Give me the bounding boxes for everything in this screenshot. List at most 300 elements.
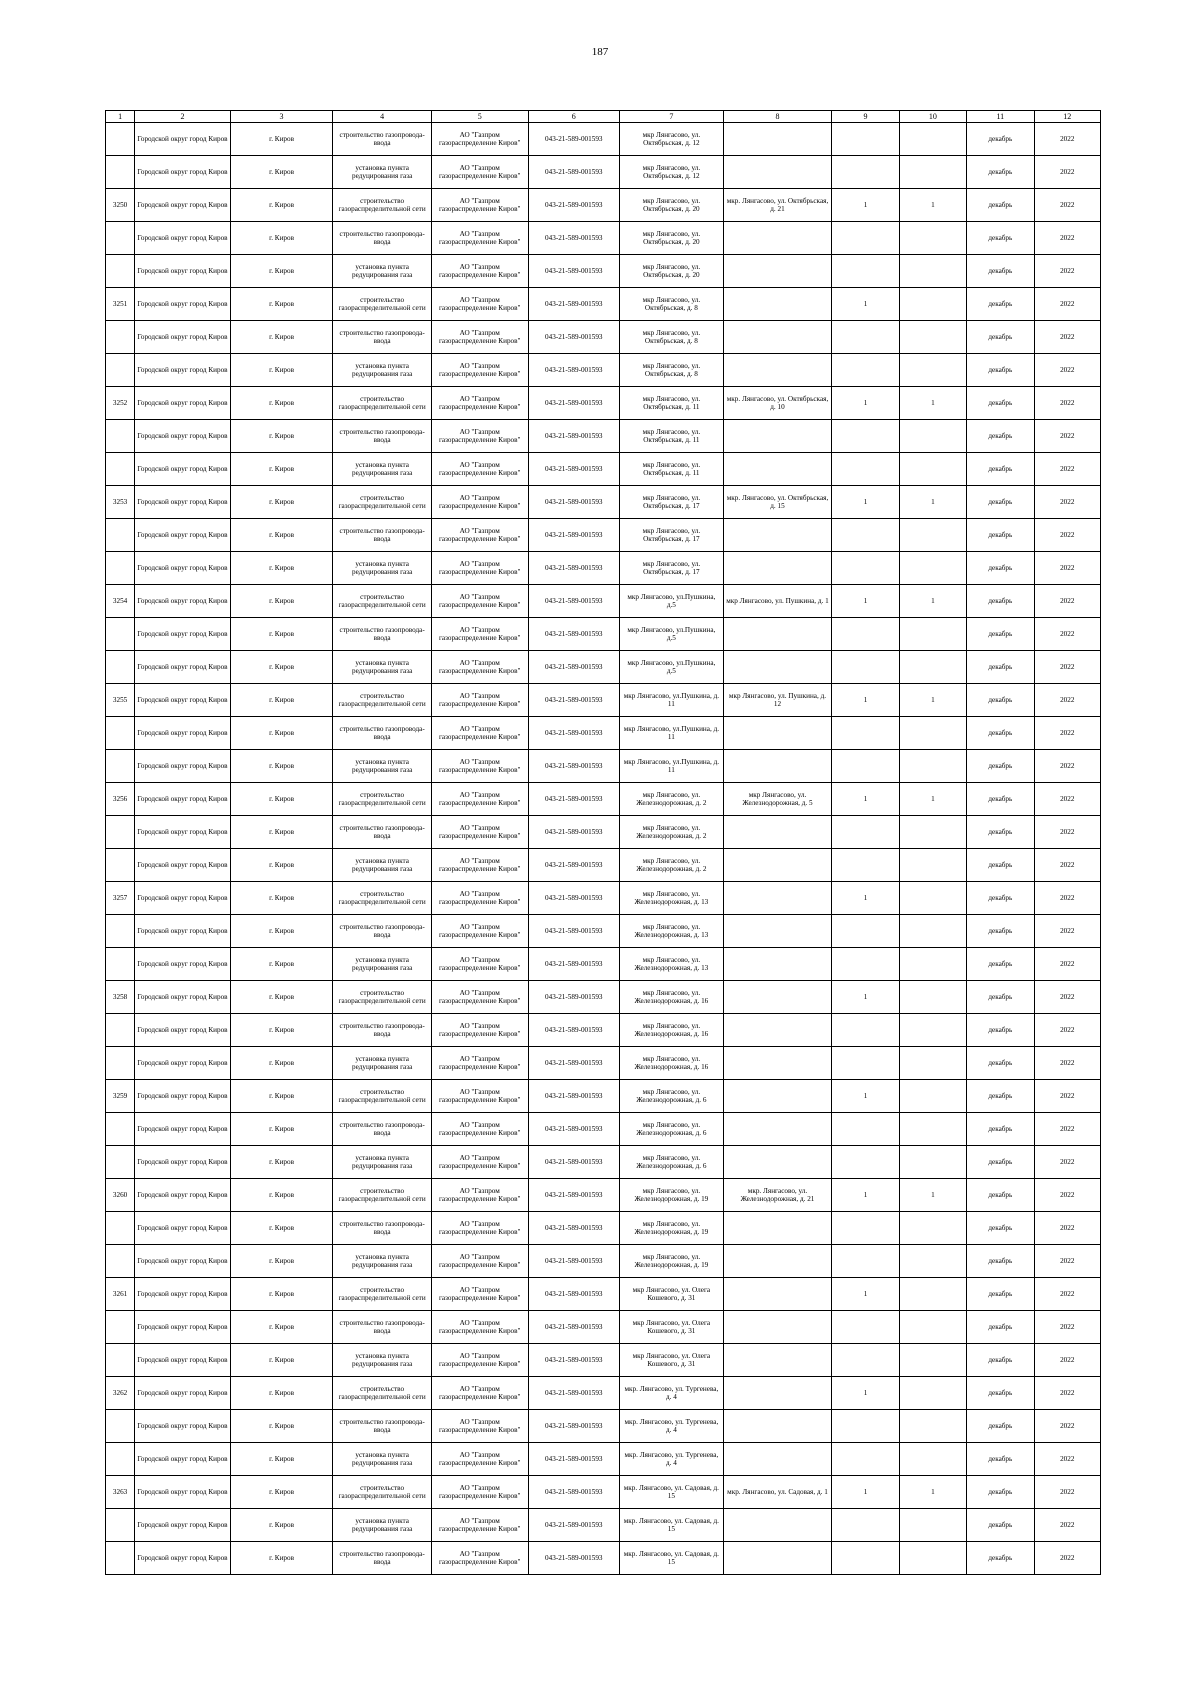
table-cell: АО "Газпром газораспределение Киров" <box>431 684 528 717</box>
table-row <box>106 1377 1101 1410</box>
table-cell: строительство газопровода-ввода <box>333 321 432 354</box>
table-cell <box>832 1113 899 1146</box>
table-cell: Городской округ город Киров <box>135 123 231 156</box>
table-cell <box>723 1509 832 1542</box>
table-cell: 2022 <box>1034 1476 1100 1509</box>
table-cell: Городской округ город Киров <box>135 1410 231 1443</box>
table-cell: строительство газопровода-ввода <box>333 1410 432 1443</box>
table-cell: 2022 <box>1034 1245 1100 1278</box>
table-cell: 043-21-589-001593 <box>528 651 620 684</box>
table-cell: Городской округ город Киров <box>135 816 231 849</box>
table-cell: мкр. Лянгасово, ул. Тургенева, д. 4 <box>620 1410 724 1443</box>
table-cell: Городской округ город Киров <box>135 981 231 1014</box>
table-cell <box>899 255 966 288</box>
table-cell: 2022 <box>1034 1080 1100 1113</box>
table-cell: АО "Газпром газораспределение Киров" <box>431 849 528 882</box>
table-cell: Городской округ город Киров <box>135 222 231 255</box>
table-cell <box>832 1410 899 1443</box>
table-row <box>106 585 1101 618</box>
table-cell: 3259 <box>106 1080 135 1113</box>
table-cell <box>106 915 135 948</box>
table-cell: строительство газораспределительной сети <box>333 387 432 420</box>
table-cell <box>899 1278 966 1311</box>
table-cell: 2022 <box>1034 1278 1100 1311</box>
table-cell: Городской округ город Киров <box>135 486 231 519</box>
table-cell: АО "Газпром газораспределение Киров" <box>431 519 528 552</box>
table-cell: установка пункта редуцирования газа <box>333 255 432 288</box>
table-cell: установка пункта редуцирования газа <box>333 1146 432 1179</box>
table-row <box>106 1476 1101 1509</box>
table-cell: 2022 <box>1034 288 1100 321</box>
table-cell <box>106 123 135 156</box>
table-cell <box>106 354 135 387</box>
table-cell: 2022 <box>1034 1047 1100 1080</box>
table-cell <box>899 1377 966 1410</box>
table-cell: мкр Лянгасово, ул. Железнодорожная, д. 6 <box>620 1080 724 1113</box>
table-cell: АО "Газпром газораспределение Киров" <box>431 189 528 222</box>
table-row <box>106 717 1101 750</box>
table-cell <box>106 1542 135 1575</box>
table-cell: г. Киров <box>230 255 333 288</box>
table-cell <box>899 750 966 783</box>
table-cell: 1 <box>899 1476 966 1509</box>
table-cell: мкр. Лянгасово, ул. Железнодорожная, д. 21 <box>723 1179 832 1212</box>
table-cell: АО "Газпром газораспределение Киров" <box>431 354 528 387</box>
table-cell <box>723 1212 832 1245</box>
table-cell <box>106 651 135 684</box>
table-cell: АО "Газпром газораспределение Киров" <box>431 750 528 783</box>
table-cell: мкр Лянгасово, ул.Пушкина, д. 11 <box>620 717 724 750</box>
table-cell: 043-21-589-001593 <box>528 1146 620 1179</box>
table-cell: установка пункта редуцирования газа <box>333 156 432 189</box>
table-cell: мкр Лянгасово, ул. Октябрьская, д. 20 <box>620 255 724 288</box>
table-cell: 043-21-589-001593 <box>528 288 620 321</box>
table-cell: декабрь <box>967 453 1034 486</box>
table-cell <box>723 915 832 948</box>
table-cell: Городской округ город Киров <box>135 552 231 585</box>
table-cell: декабрь <box>967 552 1034 585</box>
table-cell <box>832 750 899 783</box>
table-cell <box>899 1245 966 1278</box>
table-cell <box>106 1212 135 1245</box>
table-cell: АО "Газпром газораспределение Киров" <box>431 882 528 915</box>
table-cell: Городской округ город Киров <box>135 1014 231 1047</box>
table-cell <box>723 651 832 684</box>
table-cell: декабрь <box>967 222 1034 255</box>
table-cell: строительство газораспределительной сети <box>333 1080 432 1113</box>
table-cell <box>832 222 899 255</box>
table-cell <box>106 420 135 453</box>
column-header: 6 <box>528 111 620 123</box>
table-cell: строительство газопровода-ввода <box>333 1212 432 1245</box>
table-cell <box>106 519 135 552</box>
table-cell: г. Киров <box>230 123 333 156</box>
table-row <box>106 882 1101 915</box>
table-row <box>106 387 1101 420</box>
table-cell: декабрь <box>967 288 1034 321</box>
table-cell: 1 <box>832 1179 899 1212</box>
table-cell: 3262 <box>106 1377 135 1410</box>
table-cell: г. Киров <box>230 222 333 255</box>
table-cell <box>723 1542 832 1575</box>
table-cell <box>899 1113 966 1146</box>
table-cell: 043-21-589-001593 <box>528 849 620 882</box>
table-cell: Городской округ город Киров <box>135 288 231 321</box>
table-cell: 2022 <box>1034 1146 1100 1179</box>
table-cell: строительство газопровода-ввода <box>333 519 432 552</box>
table-cell: Городской округ город Киров <box>135 1377 231 1410</box>
table-cell: декабрь <box>967 1311 1034 1344</box>
table-cell: Городской округ город Киров <box>135 1476 231 1509</box>
table-cell: установка пункта редуцирования газа <box>333 453 432 486</box>
table-cell <box>899 354 966 387</box>
table-cell: 2022 <box>1034 1377 1100 1410</box>
table-cell: 043-21-589-001593 <box>528 1245 620 1278</box>
table-cell <box>106 321 135 354</box>
table-cell: АО "Газпром газораспределение Киров" <box>431 255 528 288</box>
table-cell <box>832 1542 899 1575</box>
table-cell: декабрь <box>967 1278 1034 1311</box>
table-cell: 043-21-589-001593 <box>528 717 620 750</box>
table-cell: Городской округ город Киров <box>135 1311 231 1344</box>
table-cell <box>723 1311 832 1344</box>
table-cell: 043-21-589-001593 <box>528 1542 620 1575</box>
table-cell <box>723 1146 832 1179</box>
table-cell: декабрь <box>967 1542 1034 1575</box>
table-cell: мкр Лянгасово, ул. Железнодорожная, д. 16 <box>620 1047 724 1080</box>
table-cell: строительство газопровода-ввода <box>333 1113 432 1146</box>
table-cell: декабрь <box>967 783 1034 816</box>
table-row <box>106 519 1101 552</box>
table-cell: 2022 <box>1034 255 1100 288</box>
table-body <box>106 123 1101 1575</box>
table-cell <box>899 1311 966 1344</box>
table-cell: мкр Лянгасово, ул. Октябрьская, д. 11 <box>620 420 724 453</box>
table-cell: мкр. Лянгасово, ул. Садовая, д. 15 <box>620 1542 724 1575</box>
table-cell: 2022 <box>1034 915 1100 948</box>
table-cell <box>832 948 899 981</box>
table-cell <box>832 1014 899 1047</box>
table-cell: 2022 <box>1034 123 1100 156</box>
table-cell: 043-21-589-001593 <box>528 519 620 552</box>
table-cell <box>832 354 899 387</box>
table-cell <box>106 222 135 255</box>
table-cell <box>723 750 832 783</box>
table-cell: 043-21-589-001593 <box>528 1014 620 1047</box>
table-row <box>106 915 1101 948</box>
table-cell <box>832 1311 899 1344</box>
table-row <box>106 1278 1101 1311</box>
table-cell: Городской округ город Киров <box>135 750 231 783</box>
table-cell: 2022 <box>1034 882 1100 915</box>
table-cell: мкр Лянгасово, ул. Пушкина, д. 1 <box>723 585 832 618</box>
table-cell: строительство газопровода-ввода <box>333 816 432 849</box>
table-cell: АО "Газпром газораспределение Киров" <box>431 1344 528 1377</box>
table-cell <box>106 1509 135 1542</box>
table-cell: г. Киров <box>230 585 333 618</box>
table-cell: г. Киров <box>230 1476 333 1509</box>
table-cell: 2022 <box>1034 1113 1100 1146</box>
table-cell <box>723 552 832 585</box>
table-cell: декабрь <box>967 1047 1034 1080</box>
table-cell: 3254 <box>106 585 135 618</box>
table-cell <box>723 1410 832 1443</box>
table-cell: АО "Газпром газораспределение Киров" <box>431 816 528 849</box>
table-cell: мкр Лянгасово, ул. Октябрьская, д. 8 <box>620 288 724 321</box>
table-cell: 043-21-589-001593 <box>528 1047 620 1080</box>
column-header: 2 <box>135 111 231 123</box>
table-cell: г. Киров <box>230 1311 333 1344</box>
table-cell: 043-21-589-001593 <box>528 1278 620 1311</box>
table-cell: мкр Лянгасово, ул. Октябрьская, д. 11 <box>620 453 724 486</box>
table-cell <box>106 156 135 189</box>
table-cell <box>723 1047 832 1080</box>
table-cell: Городской округ город Киров <box>135 156 231 189</box>
column-header: 9 <box>832 111 899 123</box>
table-cell: АО "Газпром газораспределение Киров" <box>431 981 528 1014</box>
table-cell: 2022 <box>1034 1542 1100 1575</box>
table-cell: г. Киров <box>230 1014 333 1047</box>
table-cell: 3252 <box>106 387 135 420</box>
table-cell <box>832 156 899 189</box>
table-cell: АО "Газпром газораспределение Киров" <box>431 915 528 948</box>
table-cell <box>106 1245 135 1278</box>
table-cell: 3250 <box>106 189 135 222</box>
table-row <box>106 1542 1101 1575</box>
table-cell <box>106 1311 135 1344</box>
table-cell: установка пункта редуцирования газа <box>333 651 432 684</box>
table-cell: мкр Лянгасово, ул. Октябрьская, д. 8 <box>620 354 724 387</box>
table-cell <box>832 849 899 882</box>
table-cell: строительство газораспределительной сети <box>333 981 432 1014</box>
table-cell: 3251 <box>106 288 135 321</box>
table-cell <box>723 156 832 189</box>
table-cell: г. Киров <box>230 684 333 717</box>
table-cell: мкр. Лянгасово, ул. Октябрьская, д. 15 <box>723 486 832 519</box>
table-cell: г. Киров <box>230 1047 333 1080</box>
table-cell: 2022 <box>1034 321 1100 354</box>
table-cell: 043-21-589-001593 <box>528 321 620 354</box>
table-cell: г. Киров <box>230 552 333 585</box>
table-cell <box>832 1344 899 1377</box>
table-cell: мкр Лянгасово, ул.Пушкина, д.5 <box>620 618 724 651</box>
table-row <box>106 1212 1101 1245</box>
table-cell: Городской округ город Киров <box>135 1113 231 1146</box>
table-cell: установка пункта редуцирования газа <box>333 849 432 882</box>
table-row <box>106 618 1101 651</box>
table-cell: АО "Газпром газораспределение Киров" <box>431 1212 528 1245</box>
table-cell <box>899 717 966 750</box>
table-cell: декабрь <box>967 948 1034 981</box>
table-cell: 2022 <box>1034 189 1100 222</box>
table-cell: 2022 <box>1034 816 1100 849</box>
table-cell: г. Киров <box>230 717 333 750</box>
table-row <box>106 1344 1101 1377</box>
table-cell <box>723 1014 832 1047</box>
table-cell: мкр. Лянгасово, ул. Садовая, д. 1 <box>723 1476 832 1509</box>
table-row <box>106 651 1101 684</box>
table-cell: г. Киров <box>230 1542 333 1575</box>
table-row <box>106 948 1101 981</box>
table-cell <box>899 849 966 882</box>
table-cell: 3258 <box>106 981 135 1014</box>
table-cell: 043-21-589-001593 <box>528 156 620 189</box>
table-cell <box>723 354 832 387</box>
table-cell: Городской округ город Киров <box>135 453 231 486</box>
table-cell: Городской округ город Киров <box>135 1212 231 1245</box>
table-cell: декабрь <box>967 321 1034 354</box>
table-cell: 1 <box>832 1377 899 1410</box>
table-cell <box>832 915 899 948</box>
table-row <box>106 486 1101 519</box>
table-row <box>106 288 1101 321</box>
table-cell: г. Киров <box>230 618 333 651</box>
table-cell: г. Киров <box>230 849 333 882</box>
table-cell: декабрь <box>967 717 1034 750</box>
table-cell: АО "Газпром газораспределение Киров" <box>431 1509 528 1542</box>
table-cell: мкр. Лянгасово, ул. Садовая, д. 15 <box>620 1509 724 1542</box>
table-cell: декабрь <box>967 1509 1034 1542</box>
table-cell <box>899 1080 966 1113</box>
table-cell: установка пункта редуцирования газа <box>333 1509 432 1542</box>
table-cell: 043-21-589-001593 <box>528 486 620 519</box>
table-cell: строительство газораспределительной сети <box>333 1476 432 1509</box>
table-cell: строительство газопровода-ввода <box>333 618 432 651</box>
table-cell <box>723 123 832 156</box>
table-cell: мкр Лянгасово, ул. Железнодорожная, д. 13 <box>620 948 724 981</box>
table-cell: 3257 <box>106 882 135 915</box>
table-cell: г. Киров <box>230 1146 333 1179</box>
table-cell: мкр Лянгасово, ул. Октябрьская, д. 8 <box>620 321 724 354</box>
table-cell: мкр Лянгасово, ул. Октябрьская, д. 20 <box>620 189 724 222</box>
table-cell: мкр Лянгасово, ул. Железнодорожная, д. 2 <box>620 849 724 882</box>
table-cell: АО "Газпром газораспределение Киров" <box>431 387 528 420</box>
table-cell: мкр Лянгасово, ул. Октябрьская, д. 17 <box>620 486 724 519</box>
column-header: 4 <box>333 111 432 123</box>
table-row <box>106 849 1101 882</box>
table-cell: 3255 <box>106 684 135 717</box>
table-cell: установка пункта редуцирования газа <box>333 948 432 981</box>
table-cell <box>832 123 899 156</box>
table-cell: Городской округ город Киров <box>135 1542 231 1575</box>
table-cell: 1 <box>832 288 899 321</box>
table-cell: г. Киров <box>230 1410 333 1443</box>
table-cell: строительство газораспределительной сети <box>333 288 432 321</box>
table-row <box>106 1113 1101 1146</box>
table-cell: декабрь <box>967 1443 1034 1476</box>
table-cell: г. Киров <box>230 1344 333 1377</box>
table-cell: АО "Газпром газораспределение Киров" <box>431 948 528 981</box>
table-cell <box>106 1344 135 1377</box>
table-cell: мкр Лянгасово, ул. Железнодорожная, д. 19 <box>620 1245 724 1278</box>
table-cell <box>723 618 832 651</box>
table-cell <box>832 1245 899 1278</box>
table-row <box>106 552 1101 585</box>
table-cell: 2022 <box>1034 585 1100 618</box>
table-cell: 2022 <box>1034 651 1100 684</box>
table-cell: мкр. Лянгасово, ул. Октябрьская, д. 21 <box>723 189 832 222</box>
table-cell: АО "Газпром газораспределение Киров" <box>431 1179 528 1212</box>
table-cell: 2022 <box>1034 354 1100 387</box>
table-cell: 043-21-589-001593 <box>528 123 620 156</box>
table-cell: г. Киров <box>230 1377 333 1410</box>
table-row <box>106 255 1101 288</box>
column-header: 10 <box>899 111 966 123</box>
table-cell <box>832 717 899 750</box>
table-cell: мкр Лянгасово, ул. Железнодорожная, д. 2 <box>620 816 724 849</box>
table-cell <box>723 288 832 321</box>
table-cell: 3263 <box>106 1476 135 1509</box>
table-cell: Городской округ город Киров <box>135 255 231 288</box>
table-cell <box>832 1509 899 1542</box>
table-cell: 043-21-589-001593 <box>528 1212 620 1245</box>
column-header: 11 <box>967 111 1034 123</box>
table-cell: мкр. Лянгасово, ул. Садовая, д. 15 <box>620 1476 724 1509</box>
table-cell: Городской округ город Киров <box>135 519 231 552</box>
table-cell <box>106 1410 135 1443</box>
table-cell <box>723 420 832 453</box>
table-cell: декабрь <box>967 684 1034 717</box>
table-cell: строительство газопровода-ввода <box>333 420 432 453</box>
table-cell: АО "Газпром газораспределение Киров" <box>431 321 528 354</box>
table-cell: 2022 <box>1034 486 1100 519</box>
table-cell: 043-21-589-001593 <box>528 1410 620 1443</box>
table-row <box>106 222 1101 255</box>
table-cell <box>723 717 832 750</box>
table-cell: Городской округ город Киров <box>135 651 231 684</box>
table-cell: Городской округ город Киров <box>135 1146 231 1179</box>
table-cell: декабрь <box>967 651 1034 684</box>
table-cell: 043-21-589-001593 <box>528 1080 620 1113</box>
table-cell: Городской округ город Киров <box>135 915 231 948</box>
table-cell: мкр Лянгасово, ул. Железнодорожная, д. 2 <box>620 783 724 816</box>
table-cell: 2022 <box>1034 420 1100 453</box>
table-cell: 1 <box>899 585 966 618</box>
table-cell: 2022 <box>1034 1179 1100 1212</box>
table-cell: мкр Лянгасово, ул. Октябрьская, д. 17 <box>620 519 724 552</box>
column-header: 3 <box>230 111 333 123</box>
table-cell: г. Киров <box>230 387 333 420</box>
table-cell: 3253 <box>106 486 135 519</box>
table-row <box>106 453 1101 486</box>
table-cell <box>899 915 966 948</box>
table-cell <box>899 156 966 189</box>
table-cell <box>899 519 966 552</box>
table-row <box>106 1245 1101 1278</box>
table-cell: г. Киров <box>230 783 333 816</box>
table-cell: мкр Лянгасово, ул. Октябрьская, д. 11 <box>620 387 724 420</box>
table-cell: мкр Лянгасово, ул.Пушкина, д. 11 <box>620 750 724 783</box>
table-cell: г. Киров <box>230 1080 333 1113</box>
table-cell: 2022 <box>1034 783 1100 816</box>
table-cell <box>106 1113 135 1146</box>
table-cell: декабрь <box>967 1080 1034 1113</box>
table-cell: 2022 <box>1034 948 1100 981</box>
table-cell: АО "Газпром газораспределение Киров" <box>431 1311 528 1344</box>
table-cell: строительство газопровода-ввода <box>333 123 432 156</box>
table-cell <box>899 222 966 255</box>
table-cell: 1 <box>832 783 899 816</box>
table-cell: 043-21-589-001593 <box>528 255 620 288</box>
table-cell: мкр. Лянгасово, ул. Тургенева, д. 4 <box>620 1443 724 1476</box>
table-cell: декабрь <box>967 1014 1034 1047</box>
table-cell: г. Киров <box>230 816 333 849</box>
table-cell <box>899 453 966 486</box>
table-cell: мкр Лянгасово, ул.Пушкина, д.5 <box>620 585 724 618</box>
table-cell: декабрь <box>967 1212 1034 1245</box>
table-cell: декабрь <box>967 387 1034 420</box>
table-cell: декабрь <box>967 849 1034 882</box>
